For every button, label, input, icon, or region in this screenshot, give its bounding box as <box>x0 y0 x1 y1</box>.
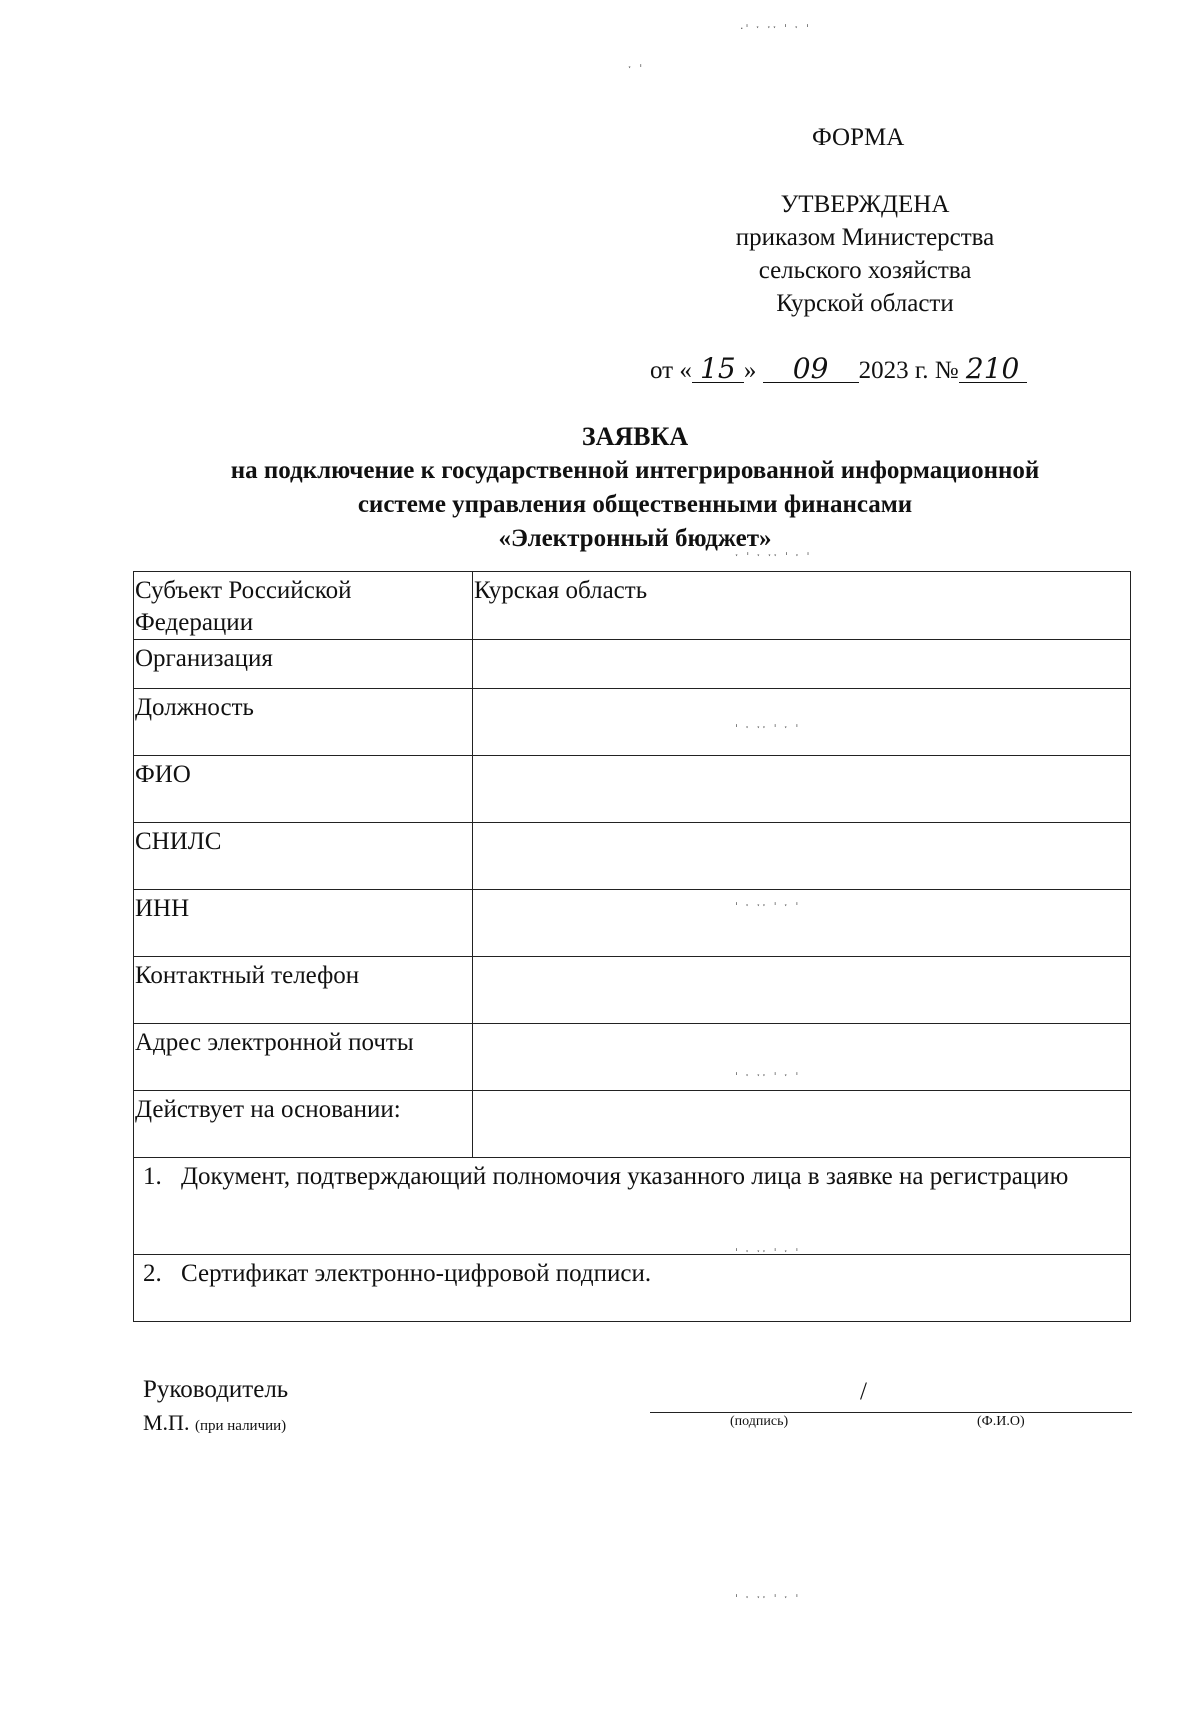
table-row <box>134 957 1131 1024</box>
document-number: 1. <box>143 1163 162 1190</box>
document-row <box>134 1255 1131 1322</box>
order-prefix: от « <box>650 357 692 384</box>
order-date-line <box>650 352 1027 385</box>
order-year: 2023 г. № <box>858 357 959 384</box>
approval-block <box>690 188 1040 320</box>
row-label: СНИЛС <box>134 823 473 890</box>
stamp-label <box>143 1410 286 1436</box>
scan-speckle: ˈ ˑ ˑˑ ˈ ˑ ˈ <box>735 1592 801 1605</box>
form-label: ФОРМА <box>812 124 905 151</box>
table-row <box>134 640 1131 689</box>
document-item <box>135 1258 1130 1290</box>
row-value[interactable] <box>473 823 1131 890</box>
order-day: 15 <box>692 356 744 383</box>
mp-note: (при наличии) <box>194 1418 287 1434</box>
table-row <box>134 890 1131 957</box>
scan-speckle: ˈ ˑ ˑˑ ˈ ˑ ˈ <box>735 1070 801 1083</box>
row-label: Организация <box>134 640 473 689</box>
scan-speckle: ˈ ˑ ˑˑ ˈ ˑ ˈ <box>735 722 801 735</box>
title-line: системе управления общественными финансами <box>357 491 913 518</box>
mp-label: М.П. <box>143 1410 190 1435</box>
table-row <box>134 756 1131 823</box>
document-text: Сертификат электронно-цифровой подписи. <box>181 1260 652 1287</box>
row-label: Адрес электронной почты <box>134 1024 473 1091</box>
table-row <box>134 823 1131 890</box>
document-number: 2. <box>143 1260 162 1287</box>
row-label: Контактный телефон <box>134 957 473 1024</box>
order-month: 09 <box>763 356 859 383</box>
document-text: Документ, подтверждающий полномочия указанного лица в заявке на регистрацию <box>181 1163 1069 1190</box>
document-item <box>135 1161 1130 1193</box>
row-label: Действует на основании: <box>134 1091 473 1158</box>
row-value[interactable] <box>473 1024 1131 1091</box>
approved-line: сельского хозяйства <box>758 257 972 284</box>
row-label: Субъект Российской Федерации <box>134 572 473 640</box>
approved-line: Курской области <box>776 290 954 317</box>
document-row <box>134 1158 1131 1255</box>
title-line: «Электронный бюджет» <box>498 525 772 552</box>
approved-line: УТВЕРЖДЕНА <box>780 191 950 218</box>
scan-speckle: ·ˈ ˑ ˑˑ ˈ ˑ ˈ <box>740 22 811 35</box>
head-label: Руководитель <box>143 1376 289 1403</box>
table-row <box>134 572 1131 640</box>
title-line: на подключение к государственной интегрированной информационной <box>230 457 1040 484</box>
scan-speckle: ˑ ˈ <box>628 62 645 75</box>
approved-line: приказом Министерства <box>735 224 995 251</box>
signature-line[interactable] <box>650 1412 1132 1413</box>
row-value[interactable] <box>473 689 1131 756</box>
fio-caption: (Ф.И.О) <box>977 1414 1025 1429</box>
signature-caption: (подпись) <box>730 1414 789 1429</box>
scan-speckle: ˈ ˑ ˑˑ ˈ ˑ ˈ <box>735 1246 801 1259</box>
row-value[interactable] <box>473 640 1131 689</box>
table-row <box>134 689 1131 756</box>
scan-speckle: ˑ ˈ ˑ ˑˑ ˈ ˑ ˈ <box>735 550 812 563</box>
row-value[interactable]: Курская область <box>473 572 1131 640</box>
order-number: 210 <box>959 356 1027 383</box>
row-label: Должность <box>134 689 473 756</box>
row-value[interactable] <box>473 957 1131 1024</box>
title-main: ЗАЯВКА <box>581 422 689 451</box>
row-label: ИНН <box>134 890 473 957</box>
order-mid: » <box>743 357 757 384</box>
signature-slash: / <box>860 1378 867 1405</box>
application-table <box>133 571 1131 1322</box>
row-value[interactable] <box>473 756 1131 823</box>
table-row <box>134 1024 1131 1091</box>
row-value[interactable] <box>473 890 1131 957</box>
row-label: ФИО <box>134 756 473 823</box>
table-row <box>134 1091 1131 1158</box>
document-title <box>100 420 1170 556</box>
scan-speckle: ˈ ˑ ˑˑ ˈ ˑ ˈ <box>735 900 801 913</box>
row-value[interactable] <box>473 1091 1131 1158</box>
